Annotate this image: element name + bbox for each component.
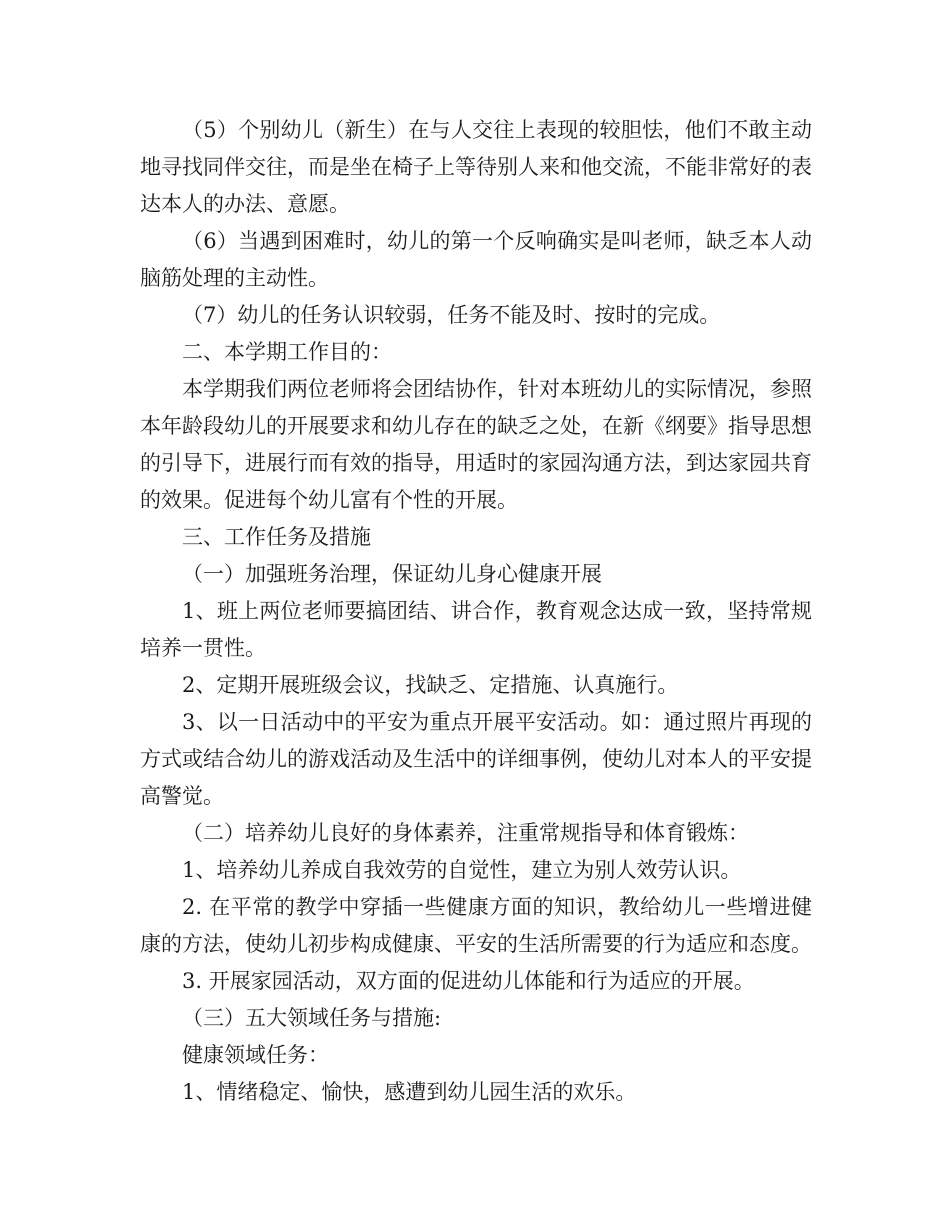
list-item-safety: 3、以一日活动中的平安为重点开展平安活动。如：通过照片再现的方式或结合幼儿的游戏活动及生活中的详细事例，使幼儿对本人的平安提高警觉。 — [140, 710, 812, 808]
subheading-five-domains: （三）五大领域任务与措施: — [182, 1006, 442, 1030]
section-heading-goals: 二、本学期工作目的： — [182, 340, 392, 364]
list-item-family-activities: 3. 开展家园活动，双方面的促进幼儿体能和行为适应的开展。 — [182, 969, 755, 993]
list-item-teamwork: 1、班上两位老师要搞团结、讲合作，教育观念达成一致，坚持常规培养一贯性。 — [140, 599, 812, 660]
paragraph-task-awareness: （7）幼儿的任务认识较弱，任务不能及时、按时的完成。 — [182, 303, 721, 327]
list-item-health-knowledge: 2. 在平常的教学中穿插一些健康方面的知识，教给幼儿一些增进健康的方法，使幼儿初步构成健康、平安的生活所需要的行为适应和态度。 — [140, 895, 812, 956]
paragraph-shy-children: （5）个别幼儿（新生）在与人交往上表现的较胆怯，他们不敢主动地寻找同伴交往，而是坐在椅子上等待别人来和他交流，不能非常好的表达本人的办法、意愿。 — [140, 118, 812, 216]
subheading-physical-quality: （二）培养幼儿良好的身体素养，注重常规指导和体育锻炼： — [182, 821, 749, 845]
document-body — [140, 112, 812, 1111]
subheading-health-domain: 健康领域任务： — [182, 1043, 329, 1067]
paragraph-goals: 本学期我们两位老师将会团结协作，针对本班幼儿的实际情况，参照本年龄段幼儿的开展要求和幼儿存在的缺乏之处，在新《纲要》指导思想的引导下，进展行而有效的指导，用适时的家园沟通方法，到达家园共育的效果。促进每个幼儿富有个性的开展。 — [140, 377, 812, 512]
list-item-self-service: 1、培养幼儿养成自我效劳的自觉性，建立为别人效劳认识。 — [182, 858, 742, 882]
subheading-class-management: （一）加强班务治理，保证幼儿身心健康开展 — [182, 562, 602, 586]
paragraph-difficulty: （6）当遇到困难时，幼儿的第一个反响确实是叫老师，缺乏本人动脑筋处理的主动性。 — [140, 229, 812, 290]
section-heading-tasks: 三、工作任务及措施 — [182, 525, 371, 549]
list-item-emotional-stability: 1、情绪稳定、愉快，感遭到幼儿园生活的欢乐。 — [182, 1080, 637, 1104]
list-item-meetings: 2、定期开展班级会议，找缺乏、定措施、认真施行。 — [182, 673, 679, 697]
